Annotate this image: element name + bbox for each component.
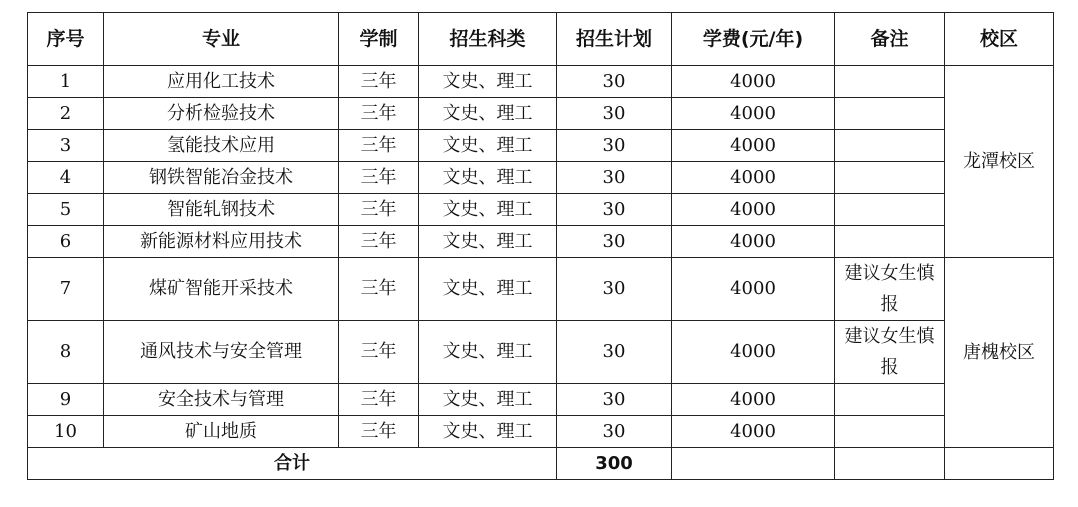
total-row (28, 448, 1054, 480)
cell-duration: 三年 (339, 258, 419, 321)
cell-duration: 三年 (339, 66, 419, 98)
cell-major: 钢铁智能冶金技术 (104, 162, 339, 194)
cell-plan: 30 (557, 66, 672, 98)
cell-number: 1 (28, 66, 104, 98)
cell-major: 氢能技术应用 (104, 130, 339, 162)
cell-major: 通风技术与安全管理 (104, 321, 339, 384)
cell-category: 文史、理工 (419, 66, 557, 98)
cell-fee: 4000 (672, 162, 835, 194)
note-text: 建议女生慎报 (844, 326, 935, 378)
cell-number: 10 (28, 416, 104, 448)
campus-longtan: 龙潭校区 (945, 66, 1054, 258)
enrollment-table (27, 12, 1054, 480)
cell-major: 智能轧钢技术 (104, 194, 339, 226)
cell-plan: 30 (557, 321, 672, 384)
cell-duration: 三年 (339, 98, 419, 130)
cell-fee: 4000 (672, 226, 835, 258)
cell-fee: 4000 (672, 194, 835, 226)
table-row (28, 98, 1054, 130)
header-row (28, 13, 1054, 66)
cell-category: 文史、理工 (419, 416, 557, 448)
cell-duration: 三年 (339, 416, 419, 448)
cell-category: 文史、理工 (419, 321, 557, 384)
cell-number: 6 (28, 226, 104, 258)
cell-note (835, 130, 945, 162)
cell-category: 文史、理工 (419, 226, 557, 258)
campus-tanghuai: 唐槐校区 (945, 258, 1054, 448)
cell-note (835, 416, 945, 448)
note-text: 建议女生慎报 (844, 263, 935, 315)
cell-note (835, 384, 945, 416)
cell-major: 新能源材料应用技术 (104, 226, 339, 258)
table-row (28, 194, 1054, 226)
header-number: 序号 (28, 13, 104, 66)
cell-duration: 三年 (339, 194, 419, 226)
cell-duration: 三年 (339, 226, 419, 258)
cell-note (835, 321, 945, 384)
table-row (28, 226, 1054, 258)
cell-major: 安全技术与管理 (104, 384, 339, 416)
cell-category: 文史、理工 (419, 194, 557, 226)
cell-category: 文史、理工 (419, 98, 557, 130)
cell-duration: 三年 (339, 321, 419, 384)
cell-duration: 三年 (339, 384, 419, 416)
cell-note (835, 258, 945, 321)
cell-note (835, 162, 945, 194)
cell-number: 4 (28, 162, 104, 194)
cell-fee: 4000 (672, 416, 835, 448)
cell-plan: 30 (557, 194, 672, 226)
total-note-empty (835, 448, 945, 480)
cell-category: 文史、理工 (419, 384, 557, 416)
cell-number: 9 (28, 384, 104, 416)
cell-number: 7 (28, 258, 104, 321)
cell-note (835, 98, 945, 130)
total-label: 合计 (28, 448, 557, 480)
cell-fee: 4000 (672, 384, 835, 416)
cell-number: 2 (28, 98, 104, 130)
table-row (28, 258, 1054, 321)
table-row (28, 384, 1054, 416)
cell-fee: 4000 (672, 66, 835, 98)
cell-major: 分析检验技术 (104, 98, 339, 130)
cell-fee: 4000 (672, 258, 835, 321)
table-row (28, 416, 1054, 448)
cell-category: 文史、理工 (419, 258, 557, 321)
cell-fee: 4000 (672, 98, 835, 130)
cell-plan: 30 (557, 226, 672, 258)
cell-major: 煤矿智能开采技术 (104, 258, 339, 321)
header-fee: 学费(元/年) (672, 13, 835, 66)
cell-plan: 30 (557, 258, 672, 321)
cell-number: 3 (28, 130, 104, 162)
cell-plan: 30 (557, 384, 672, 416)
cell-note (835, 194, 945, 226)
total-plan: 300 (557, 448, 672, 480)
cell-plan: 30 (557, 162, 672, 194)
cell-plan: 30 (557, 416, 672, 448)
cell-note (835, 66, 945, 98)
header-campus: 校区 (945, 13, 1054, 66)
header-category: 招生科类 (419, 13, 557, 66)
cell-note (835, 226, 945, 258)
cell-major: 应用化工技术 (104, 66, 339, 98)
cell-major: 矿山地质 (104, 416, 339, 448)
cell-category: 文史、理工 (419, 130, 557, 162)
cell-number: 5 (28, 194, 104, 226)
cell-plan: 30 (557, 98, 672, 130)
header-duration: 学制 (339, 13, 419, 66)
cell-plan: 30 (557, 130, 672, 162)
cell-duration: 三年 (339, 162, 419, 194)
table-row (28, 162, 1054, 194)
table-row (28, 130, 1054, 162)
cell-number: 8 (28, 321, 104, 384)
table-row (28, 321, 1054, 384)
cell-duration: 三年 (339, 130, 419, 162)
header-major: 专业 (104, 13, 339, 66)
table-row (28, 66, 1054, 98)
cell-fee: 4000 (672, 321, 835, 384)
cell-fee: 4000 (672, 130, 835, 162)
total-campus-empty (945, 448, 1054, 480)
cell-category: 文史、理工 (419, 162, 557, 194)
header-plan: 招生计划 (557, 13, 672, 66)
total-fee-empty (672, 448, 835, 480)
header-note: 备注 (835, 13, 945, 66)
